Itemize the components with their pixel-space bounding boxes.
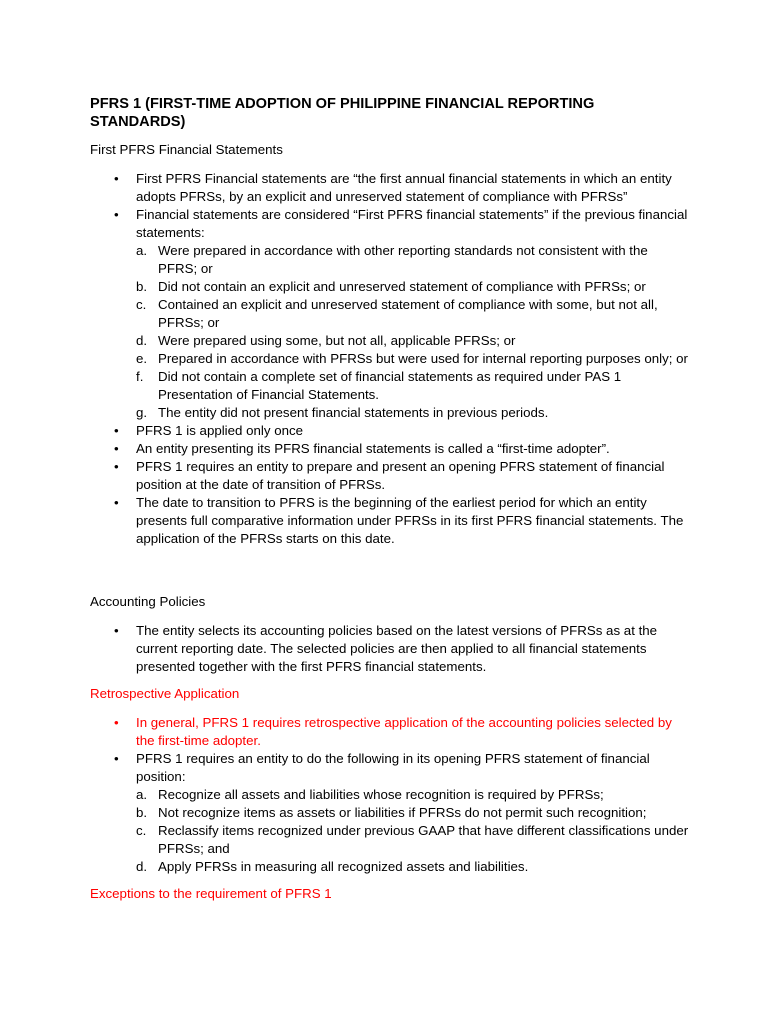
sub-list-item: a. Were prepared in accordance with other reporting standards not consistent with the PFRS; or (136, 243, 648, 276)
sub-list-requirements (136, 786, 690, 876)
list-item: • The date to transition to PFRS is the beginning of the earliest period for which an entity presents full comparative information under PFRSs in its first PFRS financial statements. The application of the PFRSs starts on this date. (90, 494, 690, 548)
sub-list-item: c. Contained an explicit and unreserved statement of compliance with some, but not all, PFRSs; or (136, 297, 658, 330)
sub-list-item: c. Reclassify items recognized under previous GAAP that have different classifications under PFRSs; and (136, 823, 689, 856)
section-heading-exceptions: Exceptions to the requirement of PFRS 1 (90, 886, 332, 901)
list-item: • An entity presenting its PFRS financial statements is called a “first-time adopter”. (90, 440, 690, 458)
section-heading-accounting-policies: Accounting Policies (90, 594, 206, 609)
sub-list-item: a. Recognize all assets and liabilities whose recognition is required by PFRSs; (136, 787, 604, 802)
sub-list-item: d. Apply PFRSs in measuring all recognized assets and liabilities. (136, 859, 529, 874)
first-pfrs-bullet-list (90, 170, 690, 548)
list-item: • First PFRS Financial statements are “the first annual financial statements in which an entity adopts PFRSs, by an explicit and unreserved statement of compliance with PFRSs” (90, 170, 690, 206)
sub-list-item: b. Not recognize items as assets or liabilities if PFRSs do not permit such recognition; (136, 805, 647, 820)
accounting-policies-bullet-list (90, 622, 690, 676)
list-item: • PFRS 1 requires an entity to prepare and present an opening PFRS statement of financial position at the date of transition of PFRSs. (90, 458, 690, 494)
retrospective-bullet-list (90, 714, 690, 876)
document-title: PFRS 1 (FIRST-TIME ADOPTION OF PHILIPPINE FINANCIAL REPORTING STANDARDS) (90, 96, 595, 130)
sub-list-item: d. Were prepared using some, but not all, applicable PFRSs; or (136, 333, 516, 348)
list-item: • PFRS 1 is applied only once (90, 422, 690, 440)
section-heading-first-pfrs: First PFRS Financial Statements (90, 142, 283, 157)
list-item: • PFRS 1 requires an entity to do the following in its opening PFRS statement of financial position: a. Recognize all assets and liabilities whose recognition is required by PFRSs; b. Not recognize items as assets or liabilities if PFRSs do not permit such recognition; c. Reclassify items recognized under previous GAAP that have different classifications under PFRSs; and d. Apply PFRSs in measuring all recognized assets and liabilities. (90, 750, 690, 876)
list-item: • Financial statements are considered “First PFRS financial statements” if the previous financial statements: a. Were prepared in accordance with other reporting standards not consistent with the PFRS; or b. Did not contain an explicit and unreserved statement of compliance with PFRSs; or c. Contained an explicit and unreserved statement of compliance with some, but not all, PFRSs; or d. Were prepared using some, but not all, applicable PFRSs; or e. Prepared in accordance with PFRSs but were used for internal reporting purposes only; or f. Did not contain a complete set of financial statements as required under PAS 1 Presentation of Financial Statements. g. The entity did not present financial statements in previous periods. (90, 206, 690, 422)
sub-list-item: f. Did not contain a complete set of financial statements as required under PAS 1 Presentation of Financial Statements. (136, 369, 622, 402)
sub-list-item: e. Prepared in accordance with PFRSs but were used for internal reporting purposes only; or (136, 351, 688, 366)
list-item: • The entity selects its accounting policies based on the latest versions of PFRSs as at the current reporting date. The selected policies are then applied to all financial statements presented together with the first PFRS financial statements. (90, 622, 690, 676)
sub-list-conditions (136, 242, 690, 422)
sub-list-item: b. Did not contain an explicit and unreserved statement of compliance with PFRSs; or (136, 279, 646, 294)
list-item: • In general, PFRS 1 requires retrospective application of the accounting policies selected by the first-time adopter. (90, 714, 690, 750)
sub-list-item: g. The entity did not present financial statements in previous periods. (136, 405, 549, 420)
section-heading-retrospective-application: Retrospective Application (90, 686, 240, 701)
